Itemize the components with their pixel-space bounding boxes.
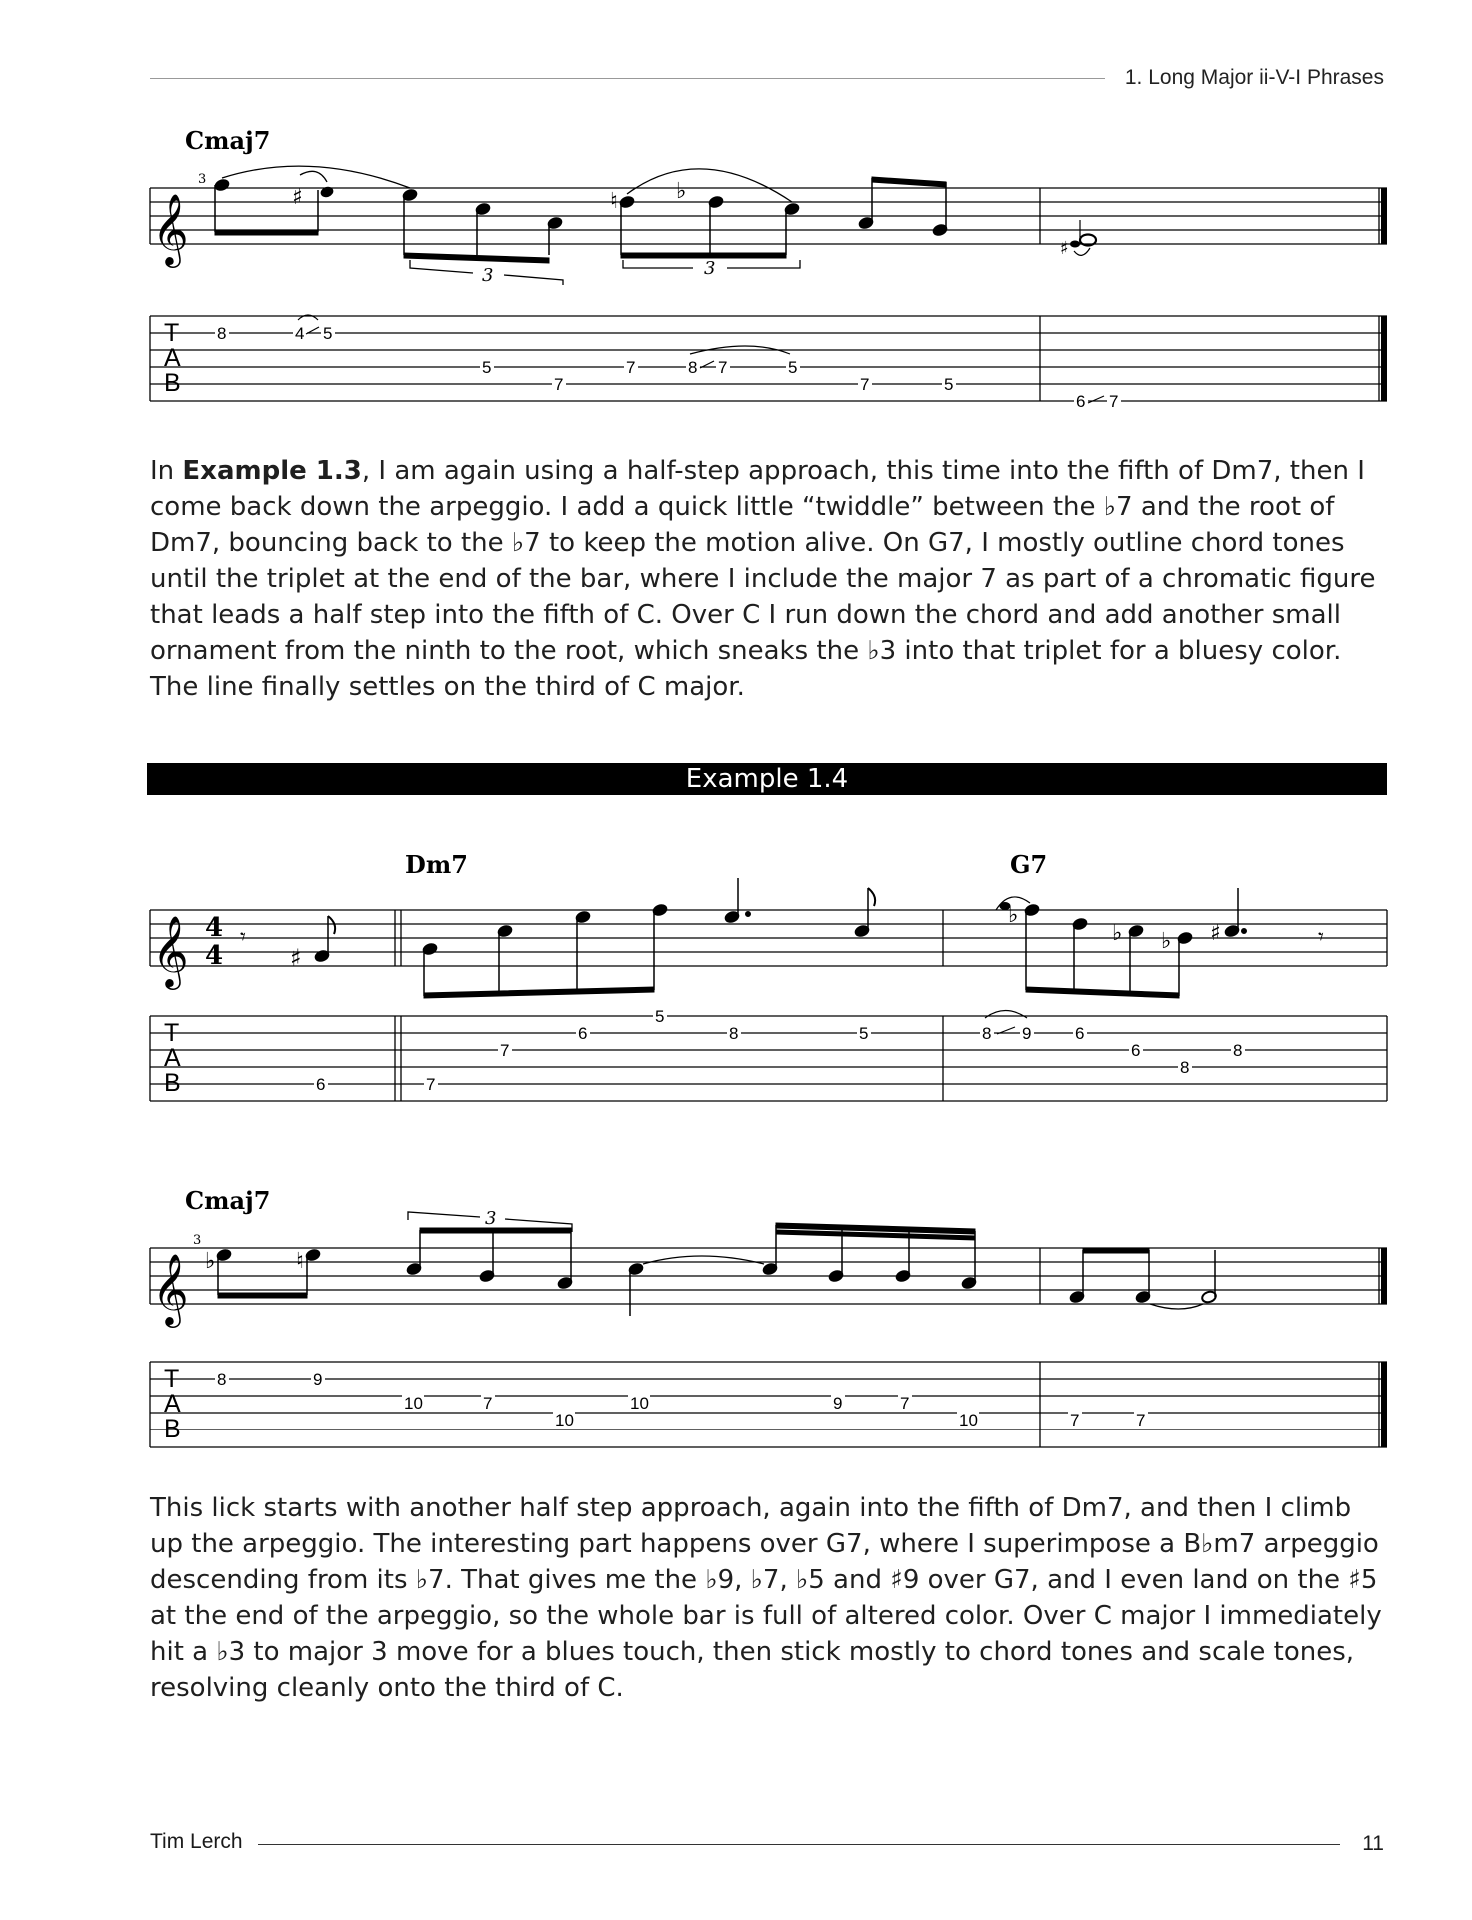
ties-and-slurs — [222, 166, 792, 202]
flat-icon: ♭ — [676, 179, 687, 204]
eighth-rest-icon: 𝄾 — [1318, 925, 1324, 950]
triplet-brackets — [410, 260, 800, 285]
tab-clef — [164, 1019, 181, 1097]
svg-text:4: 4 — [295, 324, 305, 343]
svg-text:T: T — [164, 319, 180, 347]
half-note — [1201, 1290, 1218, 1304]
flat-icon: ♭ — [205, 1249, 216, 1274]
grace-note — [1070, 241, 1080, 248]
svg-text:7: 7 — [554, 375, 564, 394]
svg-text:7: 7 — [483, 1394, 493, 1413]
chord-symbol-g7: G7 — [1010, 850, 1048, 879]
svg-text:6: 6 — [578, 1024, 588, 1043]
sharp-icon: ♯ — [1210, 921, 1221, 946]
measure-number: 3 — [198, 172, 207, 187]
svg-text:T: T — [164, 1365, 180, 1393]
header-rule — [150, 78, 1105, 79]
final-barline — [1381, 1362, 1387, 1447]
measure-number: 3 — [193, 1233, 202, 1248]
svg-text:7: 7 — [1070, 1411, 1080, 1430]
notation-staff — [150, 1248, 1387, 1304]
svg-text:8: 8 — [1180, 1058, 1190, 1077]
notation-staff — [150, 910, 1387, 966]
svg-text:5: 5 — [859, 1024, 869, 1043]
example-reference: Example 1.3 — [182, 456, 362, 486]
svg-text:B: B — [164, 1415, 181, 1443]
notation-staff — [150, 188, 1387, 244]
svg-text:8: 8 — [688, 358, 698, 377]
svg-text:5: 5 — [323, 324, 333, 343]
svg-text:8: 8 — [1233, 1041, 1243, 1060]
body-paragraph-example-1-4: This lick starts with another half step approach, again into the fifth of Dm7, and then I climb up the arpeggio. The interesting part happens over G7, where I superimpose a B♭m7 arpeggio descending from its ♭7. That gives me the ♭9, ♭7, ♭5 and ♯9 over G7, and I even land on the ♯5 at the end of the arpeggio, so the whole bar is full of altered color. Over C major I immediately hit a ♭3 to major 3 move for a blues touch, then stick mostly to chord tones and scale tones, resolving cleanly onto the third of C. — [150, 1493, 1382, 1703]
svg-text:7: 7 — [1109, 392, 1119, 410]
svg-text:B: B — [164, 369, 181, 397]
svg-text:5: 5 — [944, 375, 954, 394]
svg-text:5: 5 — [655, 1007, 665, 1026]
svg-text:7: 7 — [626, 358, 636, 377]
flat-icon: ♭ — [1008, 903, 1019, 928]
svg-text:A: A — [164, 1390, 181, 1418]
svg-text:8: 8 — [217, 1370, 227, 1389]
ties-and-slurs — [643, 1256, 1203, 1309]
treble-clef-icon: 𝄞 — [152, 192, 189, 265]
flat-icon: ♭ — [1112, 921, 1123, 946]
sharp-icon: ♯ — [292, 185, 303, 210]
music-system-1 — [0, 120, 1472, 410]
page-number: 11 — [1362, 1832, 1384, 1855]
tab-staff — [150, 1016, 1387, 1101]
svg-text:5: 5 — [788, 358, 798, 377]
treble-clef-icon: 𝄞 — [152, 1252, 189, 1325]
svg-text:8: 8 — [217, 324, 227, 343]
svg-text:10: 10 — [959, 1411, 978, 1430]
music-system-2 — [0, 848, 1472, 1118]
svg-text:8: 8 — [729, 1024, 739, 1043]
triplet-number: 3 — [482, 265, 494, 286]
chord-symbol-cmaj7: Cmaj7 — [185, 1186, 271, 1215]
flat-icon: ♭ — [1161, 929, 1172, 954]
svg-text:9: 9 — [1022, 1024, 1032, 1043]
sharp-icon: ♯ — [1060, 238, 1069, 259]
svg-text:5: 5 — [482, 358, 492, 377]
tab-clef — [164, 319, 181, 397]
tab-staff — [150, 316, 1387, 401]
triplet-number: 3 — [485, 1208, 497, 1229]
svg-text:7: 7 — [500, 1041, 510, 1060]
svg-text:7: 7 — [860, 375, 870, 394]
final-barline — [1381, 1248, 1387, 1304]
svg-text:7: 7 — [426, 1075, 436, 1094]
time-signature-bottom: 4 — [205, 941, 224, 971]
notes-measure-1 — [214, 177, 949, 263]
treble-clef-icon: 𝄞 — [152, 914, 189, 987]
final-barline — [1381, 188, 1387, 244]
svg-text:7: 7 — [1136, 1411, 1146, 1430]
body-paragraph-example-1-3: In Example 1.3, I am again using a half-step approach, this time into the fifth of Dm7, then I come back down the arpeggio. I add a quick little “twiddle” between the ♭7 and the root of Dm7, bouncing back to the ♭7 to keep the motion alive. On G7, I mostly outline chord tones until the triplet at the end of the bar, where I include the major 7 as part of a chromatic figure that leads a half step into the fifth of C. Over C I run down the chord and add another small ornament from the ninth to the root, which sneaks the ♭3 into that triplet for a bluesy color. The line finally settles on the third of C major. — [150, 456, 1376, 702]
tab-slides — [298, 315, 1115, 410]
chord-symbol-cmaj7: Cmaj7 — [185, 126, 271, 155]
svg-text:9: 9 — [313, 1370, 323, 1389]
example-title-banner: Example 1.4 — [147, 763, 1387, 795]
footer-rule — [258, 1844, 1340, 1845]
svg-text:7: 7 — [900, 1394, 910, 1413]
svg-text:10: 10 — [630, 1394, 649, 1413]
svg-text:6: 6 — [316, 1075, 326, 1094]
tab-clef — [164, 1365, 181, 1443]
svg-text:T: T — [164, 1019, 180, 1047]
svg-text:6: 6 — [1131, 1041, 1141, 1060]
natural-icon: ♮ — [296, 1249, 304, 1274]
final-barline — [1381, 316, 1387, 401]
chord-symbol-dm7: Dm7 — [405, 850, 468, 879]
svg-text:10: 10 — [555, 1411, 574, 1430]
svg-text:10: 10 — [404, 1394, 423, 1413]
svg-text:A: A — [164, 344, 181, 372]
svg-text:8: 8 — [982, 1024, 992, 1043]
natural-icon: ♮ — [610, 189, 618, 214]
eighth-rest-icon: 𝄾 — [240, 925, 246, 950]
notes-system-3 — [216, 1223, 1215, 1316]
sharp-icon: ♯ — [290, 944, 302, 972]
tab-fret-numbers — [402, 1392, 1148, 1430]
svg-text:6: 6 — [1075, 1024, 1085, 1043]
tab-staff-frame — [150, 1362, 1387, 1447]
time-signature-top: 4 — [205, 913, 224, 943]
svg-text:B: B — [164, 1069, 181, 1097]
svg-text:7: 7 — [718, 358, 728, 377]
svg-text:9: 9 — [833, 1394, 843, 1413]
footer-author: Tim Lerch — [150, 1830, 243, 1853]
tab-fret-numbers — [215, 322, 1121, 410]
running-header: 1. Long Major ii-V-I Phrases — [1124, 66, 1384, 89]
svg-text:A: A — [164, 1044, 181, 1072]
triplet-number: 3 — [704, 258, 716, 279]
svg-text:6: 6 — [1076, 392, 1086, 410]
music-system-3-tab — [0, 1360, 1472, 1460]
